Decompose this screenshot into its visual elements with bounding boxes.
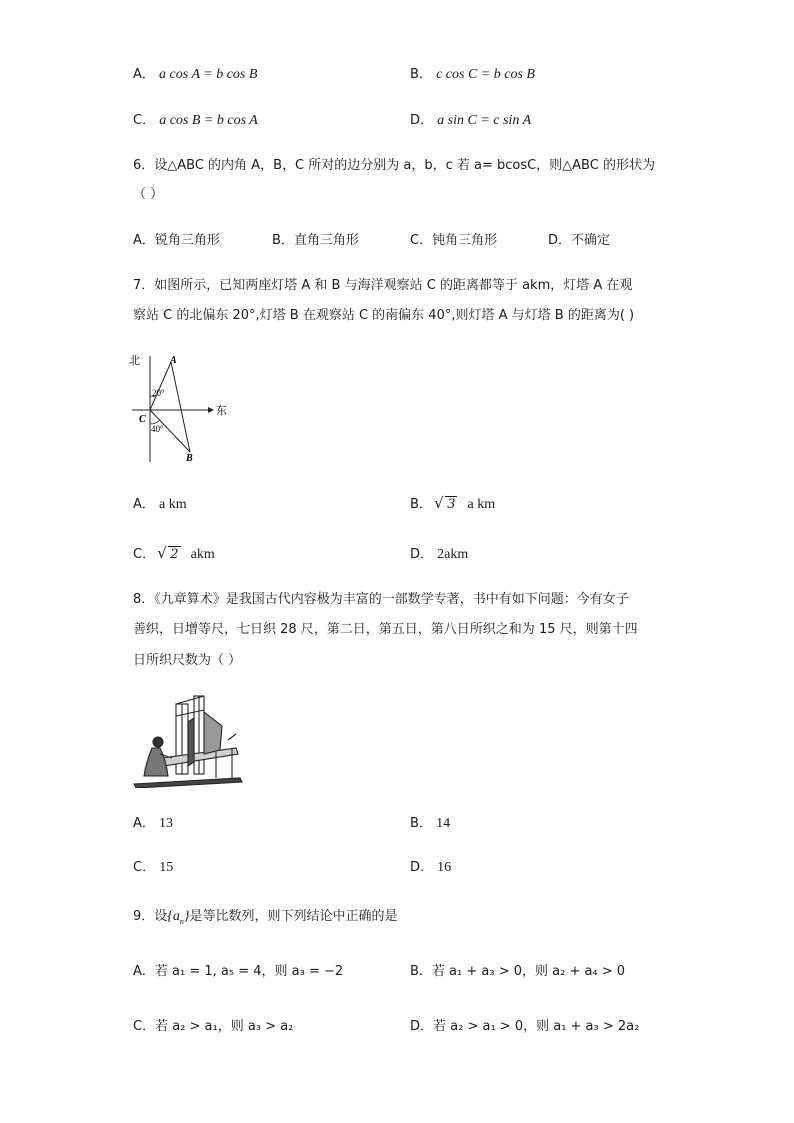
seq-open: {a	[167, 909, 180, 924]
q6-option-b	[272, 231, 359, 251]
option-text: c cos C = b cos B	[436, 67, 535, 82]
option-letter: B．	[410, 964, 432, 979]
q6-option-c	[410, 231, 497, 251]
q9-option-a	[133, 962, 343, 982]
q9-option-d	[410, 1017, 639, 1037]
option-text: 13	[159, 816, 174, 831]
point-a-label: A	[170, 355, 177, 366]
q8-option-b	[410, 814, 450, 834]
loom-illustration	[132, 692, 246, 788]
option-letter: A．	[133, 67, 155, 82]
option-text: 锐角三角形	[154, 233, 220, 248]
option-letter: B．	[410, 67, 432, 82]
sqrt-symbol	[436, 495, 457, 515]
segment-ca	[150, 362, 171, 410]
option-letter: D．	[548, 233, 572, 248]
angle-40-label: 40°	[151, 424, 164, 434]
q8-option-d	[410, 858, 451, 878]
option-text: 直角三角形	[293, 233, 359, 248]
option-letter: C．	[133, 1019, 156, 1034]
q8-stem-line1: 8．《九章算术》是我国古代内容极为丰富的一部数学专著，书中有如下问题：今有女子	[133, 592, 629, 607]
option-letter: A．	[133, 497, 155, 512]
q6-stem-line2: （ ）	[133, 187, 164, 202]
q9-stem-prefix: 9．设	[133, 909, 168, 924]
option-letter: D．	[410, 113, 434, 128]
q5-option-c	[133, 111, 258, 131]
q7-option-d	[410, 545, 468, 565]
q5-option-a	[133, 65, 257, 85]
option-letter: C．	[133, 860, 156, 875]
north-label: 北	[129, 354, 140, 367]
option-text: a sin C = c sin A	[437, 113, 532, 128]
q8-option-c	[133, 858, 173, 878]
sqrt-symbol	[159, 545, 180, 565]
lighthouse-diagram	[126, 348, 236, 466]
q9-stem	[133, 907, 398, 932]
sequence-symbol	[167, 909, 189, 924]
point-b-label: B	[186, 453, 193, 464]
option-text: 若 a₁ + a₃ > 0，则 a₂ + a₄ > 0	[431, 964, 626, 979]
q8-stem-line2: 善织，日增等尺，七日织 28 尺，第二日，第五日，第八日所织之和为 15 尺，则第十四	[133, 622, 638, 637]
option-letter: A．	[133, 964, 155, 979]
option-letter: B．	[410, 816, 432, 831]
q7-option-c	[133, 545, 215, 565]
angle-20-label: 20°	[152, 388, 165, 398]
option-text: a cos B = b cos A	[159, 113, 258, 128]
option-text: 钝角三角形	[432, 233, 498, 248]
option-letter: A．	[133, 233, 155, 248]
q7-stem-line1: 7．如图所示，已知两座灯塔 A 和 B 与海洋观察站 C 的距离都等于 akm，灯塔 A 在观	[133, 278, 633, 293]
q6-option-d	[548, 231, 610, 251]
option-letter: C．	[133, 547, 156, 562]
q6-option-a	[133, 231, 220, 251]
option-text: 不确定	[571, 233, 611, 248]
q8-stem-line3: 日所织尺数为（ ）	[133, 653, 242, 668]
option-letter: C．	[133, 113, 156, 128]
point-c-label: C	[139, 414, 146, 425]
q5-option-b	[410, 65, 535, 85]
option-letter: D．	[410, 1019, 434, 1034]
option-letter: A．	[133, 816, 155, 831]
q5-option-d	[410, 111, 531, 131]
option-text: 2akm	[437, 547, 469, 562]
q9-option-b	[410, 962, 625, 982]
segment-ab	[171, 362, 190, 452]
q9-option-c	[133, 1017, 293, 1037]
radicand: 2	[170, 547, 179, 562]
option-letter: D．	[410, 860, 434, 875]
option-text: 15	[159, 860, 174, 875]
option-text: 若 a₂ > a₁ > 0，则 a₁ + a₃ > 2a₂	[433, 1019, 640, 1034]
east-label: 东	[216, 404, 227, 417]
q8-option-a	[133, 814, 173, 834]
option-text: a km	[467, 497, 496, 512]
q7-stem-line2: 察站 C 的北偏东 20°,灯塔 B 在观察站 C 的南偏东 40°,则灯塔 A 与灯塔 B 的距离为( )	[133, 308, 635, 323]
option-text: akm	[190, 547, 215, 562]
seq-sub: n	[179, 916, 184, 926]
option-text: 若 a₂ > a₁，则 a₃ > a₂	[155, 1019, 294, 1034]
option-text: a cos A = b cos B	[159, 67, 258, 82]
option-letter: B．	[410, 497, 432, 512]
seq-close: }	[183, 909, 190, 924]
option-text: 16	[437, 860, 452, 875]
option-text: a km	[159, 497, 187, 512]
option-text: 若 a₁ = 1, a₅ = 4，则 a₃ = −2	[154, 964, 344, 979]
q7-option-b	[410, 495, 495, 515]
east-arrow-icon	[208, 407, 214, 413]
q7-option-a	[133, 495, 187, 515]
option-letter: B．	[272, 233, 294, 248]
option-text: 14	[436, 816, 451, 831]
q9-stem-suffix: 是等比数列，则下列结论中正确的是	[189, 909, 398, 924]
radicand: 3	[447, 497, 456, 512]
option-letter: D．	[410, 547, 434, 562]
q6-stem-line1: 6．设△ABC 的内角 A，B，C 所对的边分别为 a，b，c 若 a= bcosC，则△ABC 的形状为	[133, 158, 655, 173]
option-letter: C．	[410, 233, 433, 248]
